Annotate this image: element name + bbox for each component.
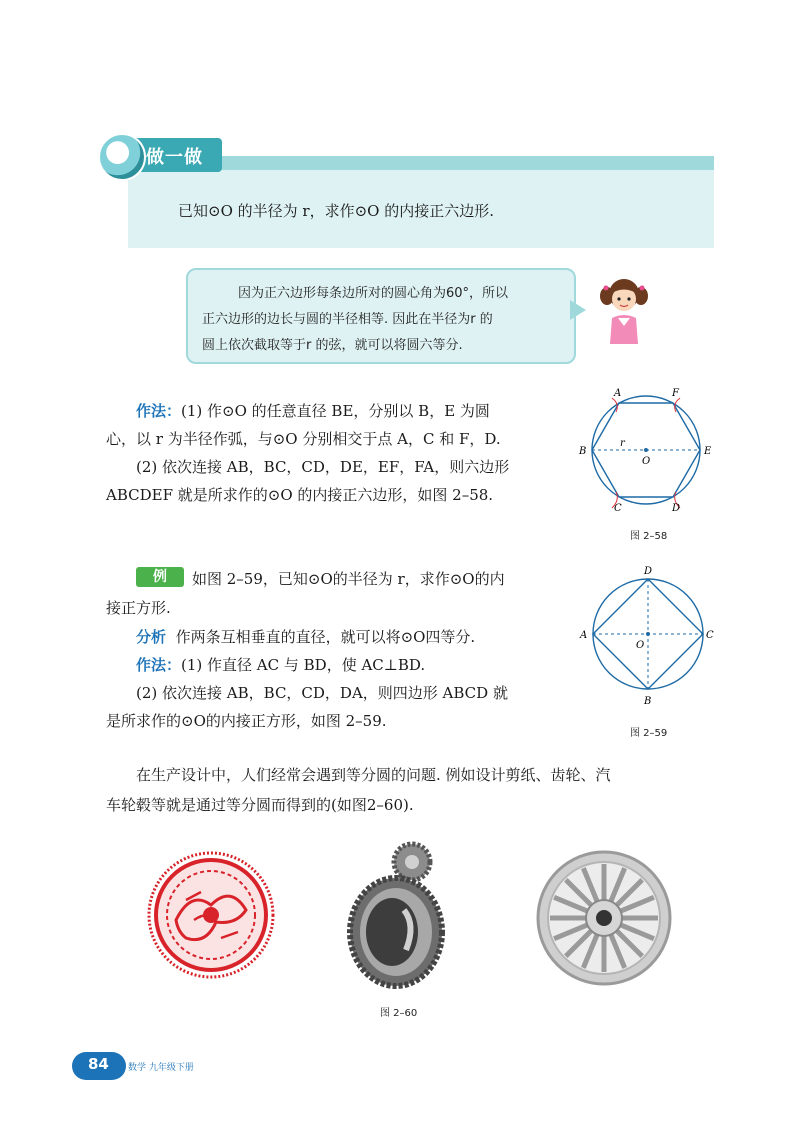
analysis-line: 分析 作两条互相垂直的直径，就可以将⊙O四等分. — [136, 628, 476, 646]
fig58-label-d: D — [672, 503, 681, 514]
fig59-label-a: A — [580, 630, 588, 641]
example-line-1: 如图 2–59，已知⊙O的半径为 r，求作⊙O的内 — [192, 570, 505, 588]
method1-line-4: ABCDEF 就是所求作的⊙O 的内接正六边形，如图 2–58. — [106, 486, 494, 504]
method1-line-1: 作法：(1) 作⊙O 的任意直径 BE，分别以 B，E 为圆 — [136, 402, 490, 420]
fig58-label-r: r — [620, 438, 625, 449]
bubble-tail — [570, 300, 586, 320]
example-method-line-2: (2) 依次连接 AB，BC，CD，DA，则四边形 ABCD 就 — [136, 684, 508, 702]
fig59-caption: 图 2–59 — [630, 728, 668, 739]
example-badge: 例 — [136, 567, 184, 587]
bubble-line-3: 圆上依次截取等于r 的弦，就可以将圆六等分. — [202, 338, 463, 353]
do-section-task: 已知⊙O 的半径为 r，求作⊙O 的内接正六边形. — [178, 202, 494, 220]
girl-illustration — [598, 274, 650, 348]
example-method-line-1: 作法：(1) 作直径 AC 与 BD，使 AC⊥BD. — [136, 656, 426, 674]
fig58-caption: 图 2–58 — [630, 531, 668, 542]
fig58-label-e: E — [704, 446, 712, 457]
example-method-line-3: 是所求作的⊙O的内接正方形，如图 2–59. — [106, 712, 387, 730]
example-line-2: 接正方形. — [106, 599, 171, 617]
fig59-label-b: B — [644, 696, 652, 707]
fig58-label-f: F — [672, 388, 679, 399]
fig58-label-b: B — [579, 446, 587, 457]
globe-icon — [98, 133, 146, 181]
bubble-line-1: 因为正六边形每条边所对的圆心角为60°，所以 — [238, 286, 509, 301]
book-title: 数学 九年级下册 — [128, 1063, 194, 1073]
method1-line-3: (2) 依次连接 AB，BC，CD，DE，EF，FA，则六边形 — [136, 458, 510, 476]
closing-line-2: 车轮毂等就是通过等分圆而得到的(如图2–60). — [106, 796, 414, 814]
figure-2-58 — [576, 380, 718, 520]
wheel-hub-image — [534, 848, 674, 988]
fig58-label-o: O — [642, 456, 651, 467]
method1-label: 作法： — [136, 402, 182, 420]
analysis-label: 分析 — [136, 628, 167, 646]
example-method-label: 作法： — [136, 656, 182, 674]
fig59-label-d: D — [644, 566, 653, 577]
page-number: 84 — [88, 1055, 109, 1073]
do-section-header: 做一做 — [146, 147, 203, 168]
fig58-label-c: C — [614, 503, 622, 514]
fig58-label-a: A — [614, 388, 622, 399]
fig60-caption: 图 2–60 — [380, 1008, 418, 1019]
fig59-label-c: C — [706, 630, 714, 641]
paper-cut-image — [146, 850, 276, 980]
closing-line-1: 在生产设计中，人们经常会遇到等分圆的问题. 例如设计剪纸、齿轮、汽 — [136, 766, 611, 784]
fig59-label-o: O — [636, 640, 645, 651]
bubble-line-2: 正六边形的边长与圆的半径相等. 因此在半径为r 的 — [202, 312, 493, 327]
figure-2-59 — [576, 562, 718, 710]
method1-line-2: 心，以 r 为半径作弧，与⊙O 分别相交于点 A，C 和 F，D. — [106, 430, 501, 448]
gear-image — [344, 840, 456, 990]
